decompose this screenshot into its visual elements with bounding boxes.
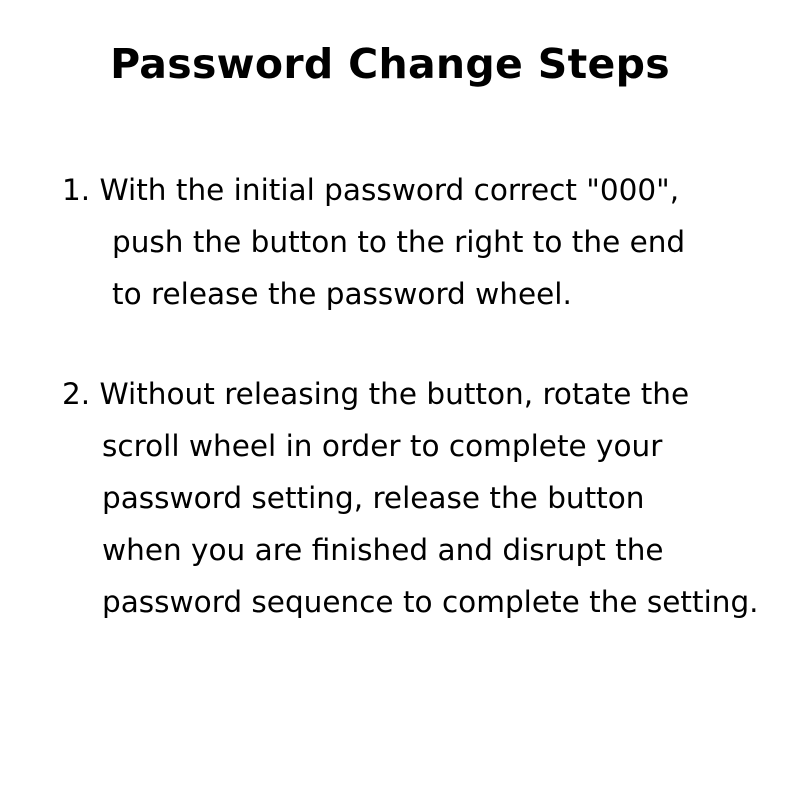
- step-1-line-1: 1. With the initial password correct "000",: [62, 173, 680, 207]
- step-1-line-3: to release the password wheel.: [112, 277, 572, 311]
- step-2-line-3: password setting, release the button: [102, 481, 645, 515]
- step-2-line-5: password sequence to complete the setting.: [102, 585, 759, 619]
- step-2-line-4: when you are finished and disrupt the: [102, 533, 664, 567]
- step-2-line-2: scroll wheel in order to complete your: [102, 429, 663, 463]
- step-1-line-2: push the button to the right to the end: [112, 225, 686, 259]
- page-title: Password Change Steps: [110, 40, 670, 88]
- step-2-line-1: 2. Without releasing the button, rotate the: [62, 377, 690, 411]
